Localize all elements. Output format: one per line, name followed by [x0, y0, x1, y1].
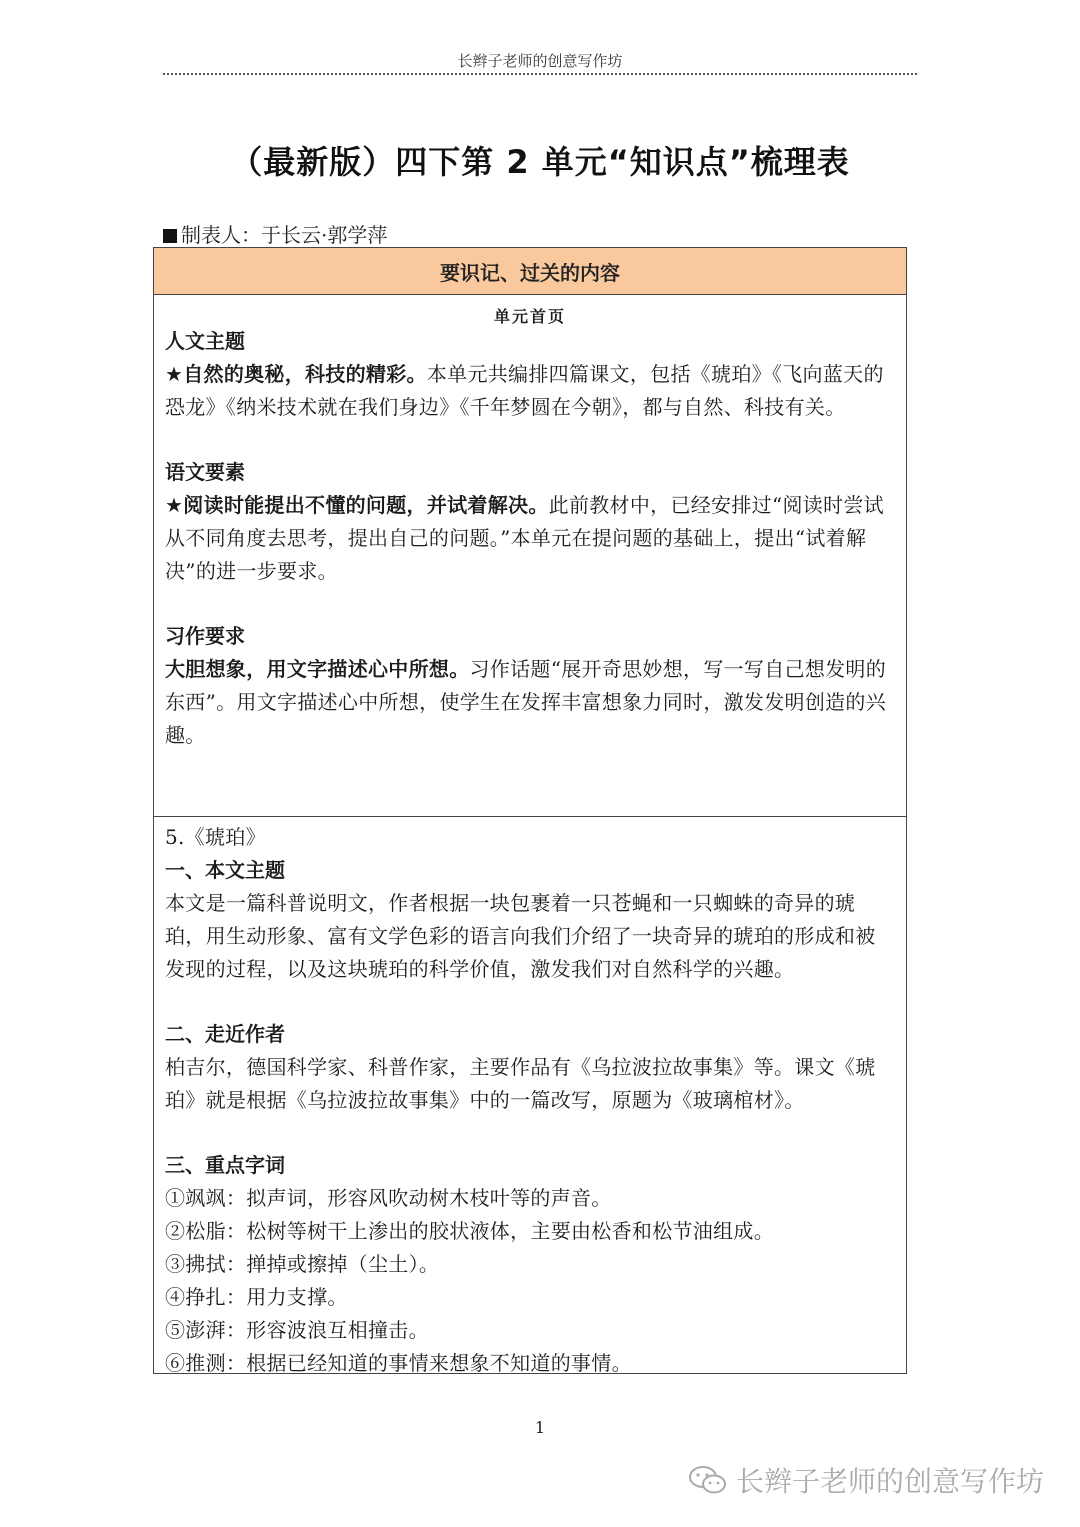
vocab-item: ⑤澎湃：形容波浪互相撞击。: [165, 1318, 429, 1342]
block-heading: 一、本文主题: [165, 858, 285, 882]
running-header: 长辫子老师的创意写作坊: [457, 52, 623, 70]
vocab-item: ①飒飒：拟声词，形容风吹动树木枝叶等的声音。: [165, 1186, 612, 1210]
header-divider: [163, 73, 917, 75]
wechat-icon: [688, 1464, 728, 1496]
block-paragraph: [165, 358, 895, 424]
vocab-heading: 三、重点字词: [165, 1153, 285, 1177]
block-paragraph: [165, 489, 895, 588]
block-paragraph: [165, 653, 895, 752]
block-text: 习作话题“展开奇思妙想，写一写自己想发明的东西”。用文字描述心中所想，使学生在发挥丰富想象力同时，激发发明创造的兴趣。: [165, 657, 887, 747]
block-text: 本文是一篇科普说明文，作者根据一块包裹着一只苍蝇和一只蜘蛛的奇异的琥珀，用生动形象、富有文学色彩的语言向我们介绍了一块奇异的琥珀的形成和被发现的过程，以及这块琥珀的科学价值，激发我们对自然科学的兴趣。: [165, 891, 876, 981]
block-lead: ★阅读时能提出不懂的问题，并试着解决。: [165, 493, 549, 517]
unit-home-subhead: 单元首页: [493, 307, 566, 326]
lesson-section: [154, 817, 906, 1380]
square-bullet-icon: [163, 229, 177, 243]
watermark-text: 长辫子老师的创意写作坊: [735, 1465, 1044, 1498]
document-title: （最新版）四下第 2 单元“知识点”梳理表: [230, 143, 850, 181]
page-number: 1: [534, 1418, 546, 1437]
vocab-item: ⑥推测：根据已经知道的事情来想象不知道的事情。: [165, 1351, 632, 1375]
block-heading: 习作要求: [165, 624, 245, 648]
unit-home-section: [154, 295, 906, 817]
vocab-item: ④挣扎：用力支撑。: [165, 1285, 348, 1309]
block-lead: ★自然的奥秘，科技的精彩。: [165, 362, 427, 386]
block-heading: 二、走近作者: [165, 1022, 285, 1046]
table-header: 要识记、过关的内容: [154, 248, 906, 295]
wechat-watermark: [688, 1460, 1044, 1500]
knowledge-table: [153, 247, 907, 1374]
block-text: 本单元共编排四篇课文，包括《琥珀》《飞向蓝天的恐龙》《纳米技术就在我们身边》《千年梦圆在今朝》，都与自然、科技有关。: [165, 362, 884, 419]
vocab-item: ③拂拭：掸掉或擦掉（尘土）。: [165, 1252, 440, 1276]
block-text: 此前教材中，已经安排过“阅读时尝试从不同角度去思考，提出自己的问题。”本单元在提问题的基础上，提出“试着解决”的进一步要求。: [165, 493, 884, 583]
vocab-item: ②松脂：松树等树干上渗出的胶状液体，主要由松香和松节油组成。: [165, 1219, 774, 1243]
block-text: 柏吉尔，德国科学家、科普作家，主要作品有《乌拉波拉故事集》等。课文《琥珀》就是根据《乌拉波拉故事集》中的一篇改写，原题为《玻璃棺材》。: [165, 1055, 876, 1112]
lesson-title: 5.《琥珀》: [165, 825, 266, 849]
block-heading: 语文要素: [165, 460, 245, 484]
block-lead: 大胆想象，用文字描述心中所想。: [165, 657, 470, 681]
block-heading: 人文主题: [165, 329, 245, 353]
author-line: [163, 219, 387, 248]
author-text: 制表人：于长云·郭学萍: [181, 223, 388, 247]
